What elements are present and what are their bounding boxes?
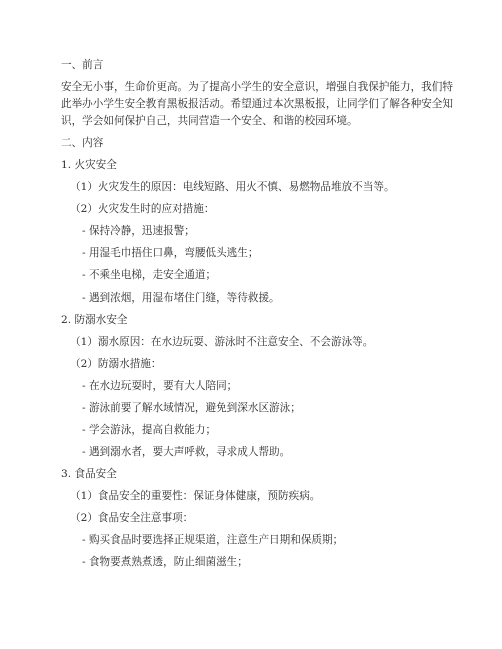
drowning-cause: （1）溺水原因：在水边玩耍、游泳时不注意安全、不会游泳等。 bbox=[70, 336, 374, 348]
list-item: - 保持冷静，迅速报警； bbox=[82, 225, 195, 237]
subheading-drowning-safety: 2. 防溺水安全 bbox=[61, 314, 128, 326]
list-item: - 遇到溺水者，要大声呼救，寻求成人帮助。 bbox=[82, 446, 291, 458]
fire-measures-title: （2）火灾发生时的应对措施： bbox=[70, 203, 215, 215]
list-item: - 不乘坐电梯，走安全通道； bbox=[82, 269, 217, 281]
section-heading-preface: 一、前言 bbox=[61, 59, 104, 71]
list-item: - 食物要煮熟煮透，防止细菌滋生； bbox=[82, 556, 248, 568]
drowning-measures-title: （2）防溺水措施： bbox=[70, 358, 162, 370]
list-item: - 用湿毛巾捂住口鼻，弯腰低头逃生； bbox=[82, 247, 259, 259]
food-importance: （1）食品安全的重要性：保证身体健康，预防疾病。 bbox=[70, 490, 321, 502]
subheading-fire-safety: 1. 火灾安全 bbox=[61, 159, 117, 171]
list-item: - 游泳前要了解水域情况，避免到深水区游泳； bbox=[82, 402, 301, 414]
list-item: - 学会游泳，提高自救能力； bbox=[82, 424, 217, 436]
list-item: - 购买食品时要选择正规渠道，注意生产日期和保质期； bbox=[82, 534, 344, 546]
intro-paragraph: 安全无小事，生命价更高。为了提高小学生的安全意识，增强自我保护能力，我们特此举办小学生安全教育黑板报活动。希望通过本次黑板报，让同学们了解各种安全知识，学会如何保护自己，共同营造一个安全、和谐的校园环境。 bbox=[61, 81, 453, 127]
food-measures-title: （2）食品安全注意事项： bbox=[70, 512, 194, 524]
subheading-food-safety: 3. 食品安全 bbox=[61, 468, 117, 480]
fire-cause: （1）火灾发生的原因：电线短路、用火不慎、易燃物品堆放不当等。 bbox=[70, 181, 395, 193]
section-heading-content: 二、内容 bbox=[61, 137, 104, 149]
list-item: - 在水边玩耍时，要有大人陪同； bbox=[82, 380, 238, 392]
list-item: - 遇到浓烟，用湿布堵住门缝，等待救援。 bbox=[82, 292, 280, 304]
